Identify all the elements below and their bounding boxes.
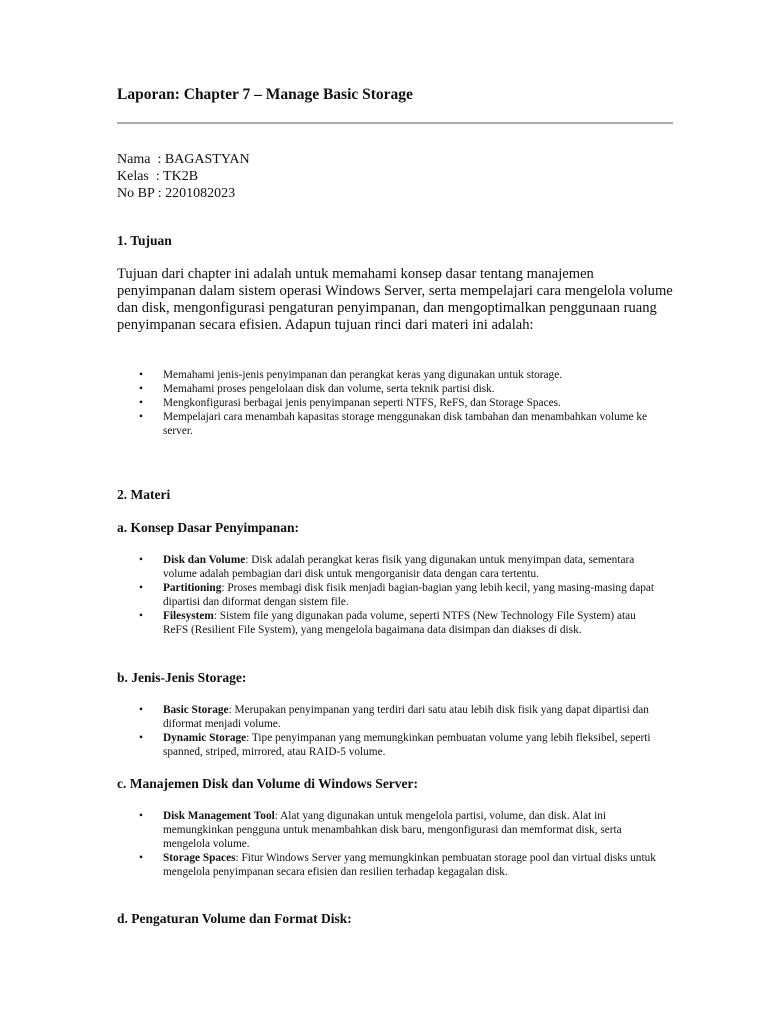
bullet-icon: • <box>139 810 143 822</box>
info-label: Kelas <box>117 169 156 184</box>
info-label: No BP <box>117 186 158 201</box>
term: Partitioning <box>163 582 222 594</box>
bullet-icon: • <box>139 554 143 566</box>
list-item <box>117 851 657 879</box>
list-item <box>117 382 657 396</box>
info-row-kelas <box>117 168 250 185</box>
bullet-icon: • <box>139 732 143 744</box>
term-desc: : Fitur Windows Server yang memungkinkan pembuatan storage pool dan virtual disks untuk mengelola penyimpanan secara efisien dan resilien terhadap kegagalan disk. <box>163 852 656 878</box>
term-desc: : Alat yang digunakan untuk mengelola partisi, volume, dan disk. Alat ini memungkinkan pengguna untuk menambahkan disk baru, mengonfigurasi dan memformat disk, serta mengelola volume. <box>163 810 622 850</box>
tujuan-list <box>117 368 657 438</box>
info-label: Nama <box>117 152 158 167</box>
list-item <box>117 731 657 759</box>
list-item <box>117 609 657 637</box>
subheading-manajemen-disk: c. Manajemen Disk dan Volume di Windows Server: <box>117 776 419 791</box>
bullet-icon: • <box>139 397 143 409</box>
term-desc: : Proses membagi disk fisik menjadi bagian-bagian yang lebih kecil, yang masing-masing dapat dipartisi dan diformat dengan sistem file. <box>163 582 655 608</box>
info-value: : 2201082023 <box>157 186 236 201</box>
title-divider <box>117 122 673 124</box>
subheading-konsep-dasar: a. Konsep Dasar Penyimpanan: <box>117 520 300 535</box>
konsep-list <box>117 553 657 637</box>
bullet-icon: • <box>139 610 143 622</box>
term-desc: : Sistem file yang digunakan pada volume, seperti NTFS (New Technology File System) atau ReFS (Resilient File System), yang mengelola bagaimana data disimpan dan diakses di disk. <box>163 610 636 636</box>
term: Disk dan Volume <box>163 554 246 566</box>
bullet-icon: • <box>139 411 143 423</box>
bullet-icon: • <box>139 704 143 716</box>
list-item <box>117 809 657 851</box>
term: Disk Management Tool <box>163 810 275 822</box>
info-value: : TK2B <box>155 169 199 184</box>
term-desc: : Tipe penyimpanan yang memungkinkan pembuatan volume yang lebih fleksibel, seperti spanned, striped, mirrored, atau RAID-5 volume. <box>163 732 651 758</box>
list-item <box>117 410 657 438</box>
bullet-icon: • <box>139 383 143 395</box>
bullet-icon: • <box>139 369 143 381</box>
bullet-icon: • <box>139 852 143 864</box>
list-item <box>117 368 657 382</box>
list-item <box>117 553 657 581</box>
list-item <box>117 703 657 731</box>
term: Filesystem <box>163 610 214 622</box>
term: Storage Spaces <box>163 852 236 864</box>
term: Dynamic Storage <box>163 732 247 744</box>
student-info <box>117 151 250 202</box>
subheading-jenis-storage: b. Jenis-Jenis Storage: <box>117 670 247 685</box>
section-heading-tujuan: 1. Tujuan <box>117 233 172 248</box>
section-heading-materi: 2. Materi <box>117 487 171 502</box>
info-row-nobp <box>117 185 250 202</box>
list-item <box>117 396 657 410</box>
list-item-text: Mempelajari cara menambah kapasitas storage menggunakan disk tambahan dan menambahkan volume ke server. <box>163 411 648 437</box>
list-item-text: Memahami jenis-jenis penyimpanan dan perangkat keras yang digunakan untuk storage. <box>163 369 563 381</box>
list-item-text: Memahami proses pengelolaan disk dan volume, serta teknik partisi disk. <box>163 383 495 395</box>
info-value: : BAGASTYAN <box>157 152 250 167</box>
subheading-pengaturan-volume: d. Pengaturan Volume dan Format Disk: <box>117 911 352 926</box>
tujuan-paragraph: Tujuan dari chapter ini adalah untuk memahami konsep dasar tentang manajemen penyimpanan dalam sistem operasi Windows Server, serta mempelajari cara mengelola volume dan disk, mengonfigurasi pengaturan penyimpanan, dan mengoptimalkan penggunaan ruang penyimpanan secara efisien. Adapun tujuan rinci dari materi ini adalah: <box>117 266 673 333</box>
list-item-text: Mengkonfigurasi berbagai jenis penyimpanan seperti NTFS, ReFS, dan Storage Spaces. <box>163 397 561 409</box>
jenis-storage-list <box>117 703 657 759</box>
term-desc: : Merupakan penyimpanan yang terdiri dari satu atau lebih disk fisik yang dapat dipartisi dan diformat menjadi volume. <box>163 704 649 730</box>
term-desc: : Disk adalah perangkat keras fisik yang digunakan untuk menyimpan data, sementara volume adalah pembagian dari disk untuk mengorganisir data dengan cara tertentu. <box>163 554 635 580</box>
term: Basic Storage <box>163 704 229 716</box>
info-row-nama <box>117 151 250 168</box>
list-item <box>117 581 657 609</box>
document-title: Laporan: Chapter 7 – Manage Basic Storage <box>117 86 413 103</box>
bullet-icon: • <box>139 582 143 594</box>
manajemen-disk-list <box>117 809 657 879</box>
